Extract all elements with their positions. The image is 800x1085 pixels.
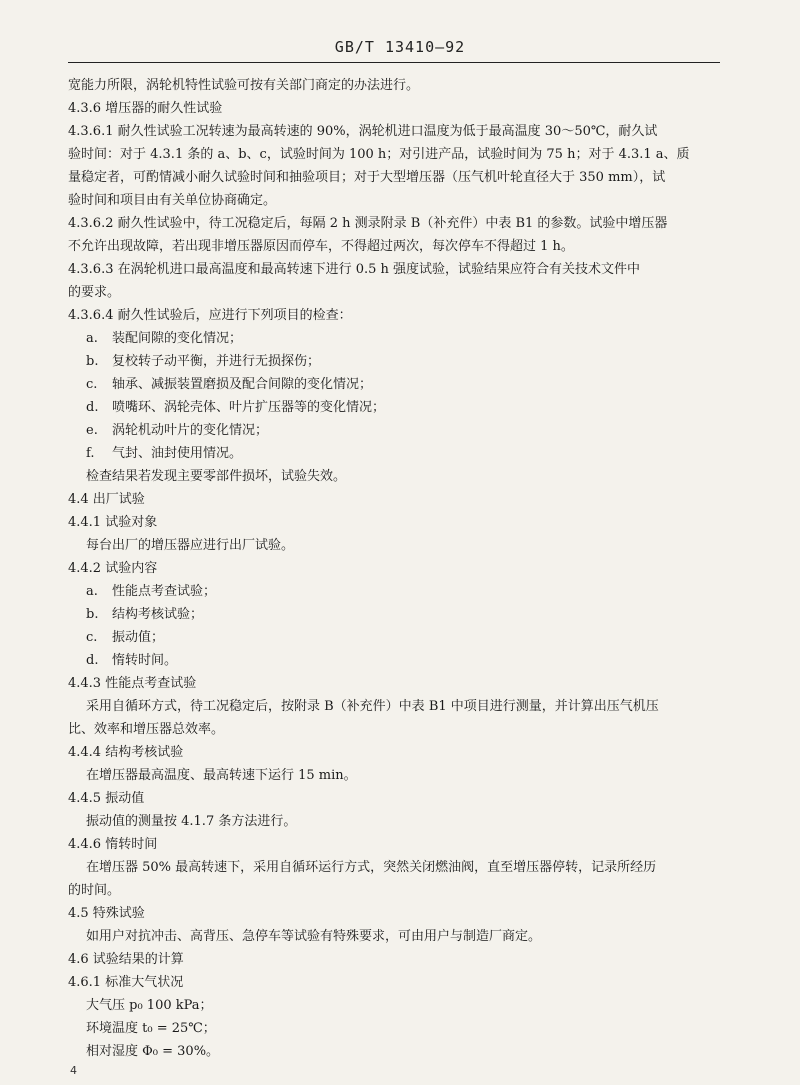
list-item [68,350,738,373]
line-text: 不允许出现故障，若出现非增压器原因而停车，不得超过两次，每次停车不得超过 1 h。 [68,239,574,254]
text-line [68,488,738,511]
text-line [68,925,738,948]
list-marker: a. [86,331,98,346]
line-text: 喷嘴环、涡轮壳体、叶片扩压器等的变化情况； [112,400,386,415]
line-text: 气封、油封使用情况。 [112,446,243,461]
text-line [68,948,738,971]
text-line [68,258,738,281]
line-text: 4.6.1 标准大气状况 [68,975,184,990]
page-number: 4 [70,1064,77,1077]
text-line [68,166,738,189]
text-line [68,994,738,1017]
text-line [68,833,738,856]
line-text: 的时间。 [68,883,121,898]
text-line [68,74,738,97]
line-text: 4.5 特殊试验 [68,906,145,921]
list-marker: d. [86,400,99,415]
line-text: 量稳定者，可酌情减小耐久试验时间和抽验项目；对于大型增压器（压气机叶轮直径大于 350 mm），试 [68,170,666,185]
line-text: 4.4.1 试验对象 [68,515,158,530]
list-item [68,626,738,649]
text-line [68,672,738,695]
line-text: 4.3.6.4 耐久性试验后，应进行下列项目的检查： [68,308,352,323]
line-text: 环境温度 t₀ = 25℃； [86,1021,216,1036]
line-text: 宽能力所限，涡轮机特性试验可按有关部门商定的办法进行。 [68,78,420,93]
line-text: 复校转子动平衡，并进行无损探伤； [112,354,321,369]
line-text: 验时间和项目由有关单位协商确定。 [68,193,277,208]
line-text: 涡轮机动叶片的变化情况； [112,423,269,438]
document-body [68,74,738,1063]
text-line [68,787,738,810]
text-line [68,212,738,235]
list-item [68,580,738,603]
line-text: 4.3.6 增压器的耐久性试验 [68,101,223,116]
line-text: 4.4.2 试验内容 [68,561,158,576]
header-rule [68,62,720,63]
line-text: 性能点考查试验； [112,584,217,599]
line-text: 比、效率和增压器总效率。 [68,722,225,737]
line-text: 振动值； [112,630,165,645]
text-line [68,810,738,833]
text-line [68,741,738,764]
text-line [68,304,738,327]
list-marker: a. [86,584,98,599]
text-line [68,120,738,143]
text-line [68,879,738,902]
list-item [68,442,738,465]
text-line [68,235,738,258]
line-text: 4.4 出厂试验 [68,492,145,507]
text-line [68,189,738,212]
line-text: 大气压 p₀ 100 kPa； [86,998,213,1013]
text-line [68,534,738,557]
list-item [68,327,738,350]
list-item [68,603,738,626]
text-line [68,971,738,994]
line-text: 4.4.4 结构考核试验 [68,745,184,760]
line-text: 4.6 试验结果的计算 [68,952,184,967]
line-text: 装配间隙的变化情况； [112,331,243,346]
line-text: 轴承、减振装置磨损及配合间隙的变化情况； [112,377,373,392]
text-line [68,718,738,741]
line-text: 在增压器最高温度、最高转速下运行 15 min。 [86,768,357,783]
text-line [68,856,738,879]
list-item [68,419,738,442]
line-text: 4.4.6 惰转时间 [68,837,158,852]
list-marker: c. [86,377,98,392]
text-line [68,902,738,925]
line-text: 在增压器 50% 最高转速下，采用自循环运行方式，突然关闭燃油阀，直至增压器停转，记录所经历 [86,860,657,875]
list-marker: f. [86,446,95,461]
line-text: 验时间：对于 4.3.1 条的 a、b、c，试验时间为 100 h；对引进产品，试验时间为 75 h；对于 4.3.1 a、质 [68,147,690,162]
text-line [68,143,738,166]
list-item [68,649,738,672]
line-text: 结构考核试验； [112,607,204,622]
list-marker: d. [86,653,99,668]
text-line [68,465,738,488]
line-text: 4.3.6.1 耐久性试验工况转速为最高转速的 90%，涡轮机进口温度为低于最高温度 30～50℃，耐久试 [68,124,658,139]
list-marker: c. [86,630,98,645]
line-text: 振动值的测量按 4.1.7 条方法进行。 [86,814,297,829]
line-text: 惰转时间。 [112,653,178,668]
line-text: 4.3.6.3 在涡轮机进口最高温度和最高转速下进行 0.5 h 强度试验，试验结果应符合有关技术文件中 [68,262,641,277]
line-text: 相对湿度 Φ₀ = 30%。 [86,1044,220,1059]
text-line [68,557,738,580]
line-text: 如用户对抗冲击、高背压、急停车等试验有特殊要求，可由用户与制造厂商定。 [86,929,542,944]
list-item [68,396,738,419]
text-line [68,764,738,787]
line-text: 采用自循环方式，待工况稳定后，按附录 B（补充件）中表 B1 中项目进行测量，并计算出压气机压 [86,699,659,714]
list-marker: b. [86,607,99,622]
standard-header: GB/T 13410—92 [334,38,466,56]
text-line [68,281,738,304]
text-line [68,695,738,718]
line-text: 每台出厂的增压器应进行出厂试验。 [86,538,295,553]
text-line [68,511,738,534]
line-text: 4.4.3 性能点考查试验 [68,676,197,691]
list-item [68,373,738,396]
line-text: 4.3.6.2 耐久性试验中，待工况稳定后，每隔 2 h 测录附录 B（补充件）中表 B1 的参数。试验中增压器 [68,216,668,231]
line-text: 4.4.5 振动值 [68,791,145,806]
line-text: 的要求。 [68,285,121,300]
list-marker: e. [86,423,98,438]
text-line [68,1017,738,1040]
text-line [68,97,738,120]
text-line [68,1040,738,1063]
list-marker: b. [86,354,99,369]
line-text: 检查结果若发现主要零部件损坏，试验失效。 [86,469,347,484]
